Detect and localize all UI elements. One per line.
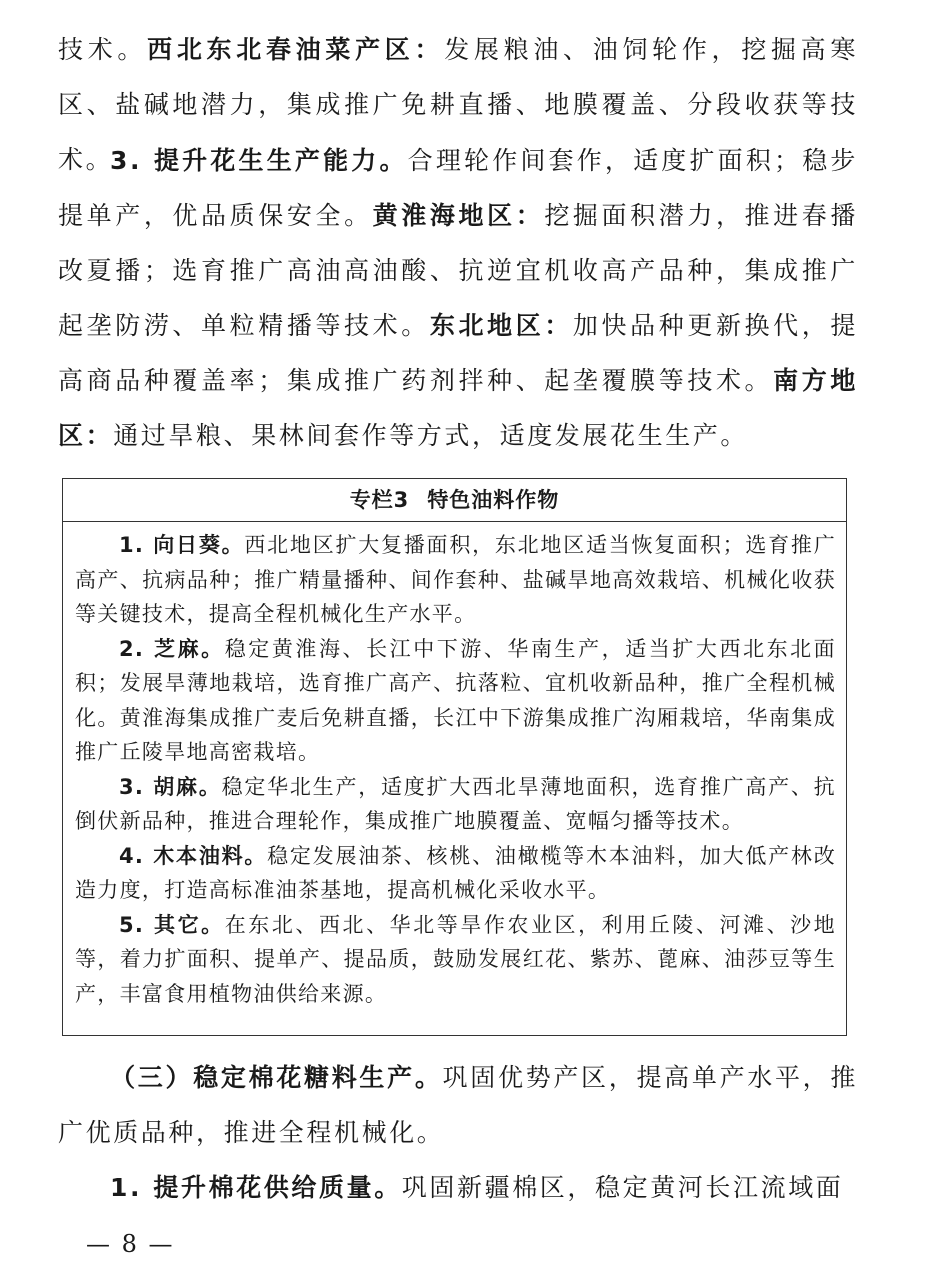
region-heading: 南方地区： — [58, 366, 858, 450]
column-item — [75, 908, 836, 1012]
item-text: 稳定发展油茶、核桃、油橄榄等木本油料，加大低产林改造力度，打造高标准油茶基地，提高机械化采收水平。 — [75, 843, 836, 902]
column-title — [63, 479, 846, 522]
column-item — [75, 632, 836, 770]
page-number: — 8 — — [86, 1230, 175, 1258]
item-heading: 4. 木本油料。 — [119, 843, 268, 868]
body-paragraph — [58, 1050, 858, 1160]
body-paragraph — [58, 1160, 858, 1215]
item-heading: 2. 芝麻。 — [119, 636, 225, 661]
column-label: 专栏3 — [349, 488, 410, 512]
region-heading: 黄淮海地区： — [372, 201, 545, 230]
text-run: 挖掘面积潜力，推进春播改夏播；选育推广高油高油酸、抗逆宜机收高产品种，集成推广起垄防涝、单粒精播等技术。 — [58, 201, 858, 340]
text-run: 发展粮油、油饲轮作，挖掘高寒区、盐碱地潜力，集成推广免耕直播、地膜覆盖、分段收获等技术。 — [58, 35, 858, 174]
section-heading: 3. 提升花生生产能力。 — [110, 146, 408, 175]
body-paragraph — [58, 133, 858, 463]
text-run: 合理轮作间套作，适度扩面积；稳步提单产，优品质保安全。 — [58, 146, 858, 230]
item-text: 西北地区扩大复播面积，东北地区适当恢复面积；选育推广高产、抗病品种；推广精量播种、间作套种、盐碱旱地高效栽培、机械化收获等关键技术，提高全程机械化生产水平。 — [75, 533, 836, 626]
column-heading: 特色油料作物 — [427, 488, 560, 512]
column-box — [62, 478, 847, 1036]
column-item — [75, 770, 836, 839]
region-heading: 东北地区： — [429, 311, 573, 340]
column-item — [75, 839, 836, 908]
column-item — [75, 528, 836, 632]
section-heading: 1. 提升棉花供给质量。 — [110, 1173, 402, 1202]
text-run: 巩固优势产区，提高单产水平，推广优质品种，推进全程机械化。 — [58, 1063, 858, 1147]
text-run: 技术。 — [58, 35, 148, 64]
column-body — [63, 522, 846, 1011]
section-heading: （三）稳定棉花糖料生产。 — [110, 1063, 443, 1092]
item-text: 稳定黄淮海、长江中下游、华南生产，适当扩大西北东北面积；发展旱薄地栽培，选育推广高产、抗落粒、宜机收新品种，推广全程机械化。黄淮海集成推广麦后免耕直播，长江中下游集成推广沟厢栽培，华南集成推广丘陵旱地高密栽培。 — [75, 636, 836, 764]
item-heading: 5. 其它。 — [119, 912, 225, 937]
text-run: 加快品种更新换代，提高商品种覆盖率；集成推广药剂拌种、起垄覆膜等技术。 — [58, 311, 858, 395]
item-text: 稳定华北生产，适度扩大西北旱薄地面积，选育推广高产、抗倒伏新品种，推进合理轮作，集成推广地膜覆盖、宽幅匀播等技术。 — [75, 774, 836, 833]
item-text: 在东北、西北、华北等旱作农业区，利用丘陵、河滩、沙地等，着力扩面积、提单产、提品质，鼓励发展红花、紫苏、蓖麻、油莎豆等生产，丰富食用植物油供给来源。 — [75, 912, 836, 1006]
item-heading: 1. 向日葵。 — [119, 533, 245, 557]
text-run: 通过旱粮、果林间套作等方式，适度发展花生生产。 — [113, 421, 749, 450]
text-run: 巩固新疆棉区，稳定黄河长江流域面 — [401, 1173, 844, 1202]
item-heading: 3. 胡麻。 — [119, 774, 222, 799]
region-heading: 西北东北春油菜产区： — [147, 35, 445, 64]
